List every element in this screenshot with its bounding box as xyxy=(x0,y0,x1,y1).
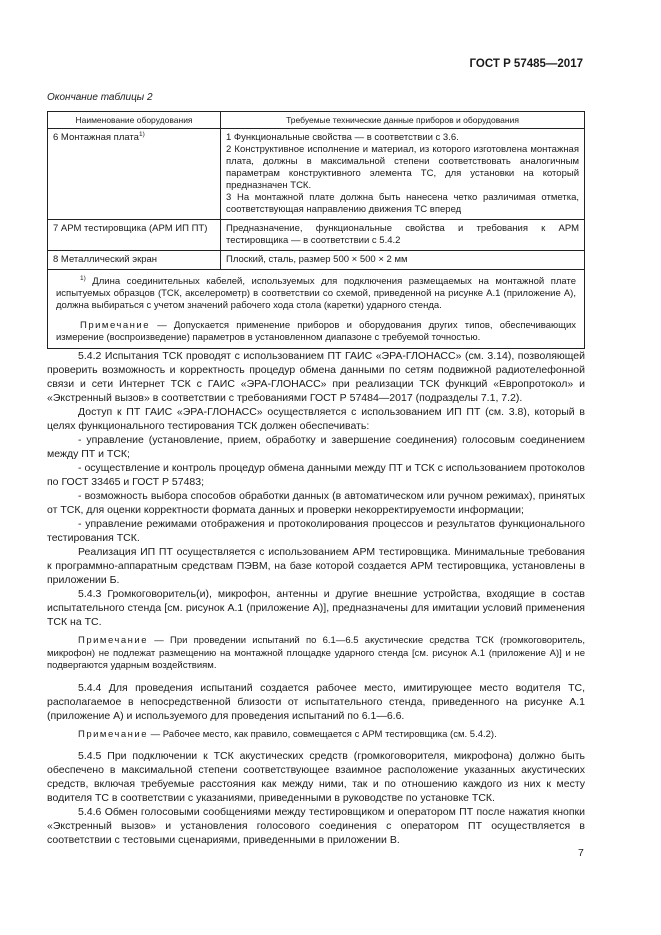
requirement-line: Плоский, сталь, размер 500 × 500 × 2 мм xyxy=(226,254,408,265)
note-label: Примечание xyxy=(78,635,148,646)
requirement-line: 1 Функциональные свойства — в соответствии с 3.6. xyxy=(226,132,459,143)
table-row xyxy=(48,129,585,220)
note xyxy=(47,729,585,742)
paragraph: Доступ к ПТ ГАИС «ЭРА-ГЛОНАСС» осуществляется с использованием ИП ПТ (см. 3.8), который в целях функционального тестирования ТСК должен обеспечивать: xyxy=(47,406,585,432)
list-item: - управление режимами отображения и протоколирования процессов и результатов функционального тестирования ТСК. xyxy=(47,518,585,544)
requirement-line: 3 На монтажной плате должна быть нанесена четко различимая отметка, соответствующая направлению движения ТС вперед xyxy=(226,192,579,215)
list-item: - возможность выбора способов обработки данных (в автоматическом или ручном режимах), принятых от ТСК, для оценки корректности формата данных и проверки некорректируемости информации; xyxy=(47,490,585,516)
list-item: - управление (установление, прием, обработку и завершение соединения) голосовым соединением между ПТ и ТСК; xyxy=(47,434,585,460)
table-cell-requirements xyxy=(221,251,585,270)
note-text: — При проведении испытаний по 6.1—6.5 акустические средства ТСК (громкоговоритель, микрофон) не подлежат размещению на монтажной площадке ударного стенда [см. рисунок А.1 (приложение А)] и не подвергаются ударным воздействиям. xyxy=(47,635,585,671)
table-caption: Окончание таблицы 2 xyxy=(47,92,153,103)
table-cell-equipment: 7 АРМ тестировщика (АРМ ИП ПТ) xyxy=(48,220,221,251)
footnote-ref: 1) xyxy=(138,130,145,138)
note-label: Примечание xyxy=(78,728,148,740)
footnote-text: Длина соединительных кабелей, используемых для подключения размещаемых на монтажной плате испытуемых образцов (ТСК, акселерометр) в соответствии со схемой, приведенной на рисунке А.1 (приложение А), должна выбираться с учетом значений рабочего хода стола (каретки) ударного стенда. xyxy=(56,276,576,311)
paragraph: 5.4.6 Обмен голосовыми сообщениями между тестировщиком и оператором ПТ после нажатия кнопки «Экстренный вызов» и установления голосового соединения с оператором ПТ осуществляется в соответствии с тестовыми сценариями, приведенными в приложении В. xyxy=(47,806,585,846)
body-text xyxy=(47,349,585,847)
equipment-name: 6 Монтажная плата xyxy=(53,132,139,143)
table-footnote xyxy=(56,276,576,312)
col-header-requirements: Требуемые технические данные приборов и оборудования xyxy=(221,112,585,129)
note-text: — Рабочее место, как правило, совмещается с АРМ тестировщика (см. 5.4.2). xyxy=(150,728,497,740)
table-cell-equipment: 8 Металлический экран xyxy=(48,251,221,270)
requirement-line: 2 Конструктивное исполнение и материал, из которого изготовлена монтажная плата, должны в максимальной степени соответствовать аналогичным параметрам конструктивного элемента ТС, для установки на который предназначен ТСК. xyxy=(226,144,579,191)
paragraph: 5.4.3 Громкоговоритель(и), микрофон, антенны и другие внешние устройства, входящие в состав испытательного стенда [см. рисунок А.1 (приложение А)], предназначены для имитации условий применения ТСК на ТС. xyxy=(47,588,585,628)
equipment-table xyxy=(47,111,585,349)
requirement-line: Предназначение, функциональные свойства и требования к АРМ тестировщика — в соответствии с 5.4.2 xyxy=(226,223,579,246)
paragraph: Реализация ИП ПТ осуществляется с использованием АРМ тестировщика. Минимальные требования к программно-аппаратным средствам ПЭВМ, на базе которой создается АРМ тестировщика, установлены в приложении Б. xyxy=(47,546,585,586)
note xyxy=(47,635,585,673)
table-row xyxy=(48,251,585,270)
table-cell-requirements xyxy=(221,129,585,220)
list-item: - осуществление и контроль процедур обмена данными между ПТ и ТСК с использованием протоколов по ГОСТ 33465 и ГОСТ Р 57483; xyxy=(47,462,585,488)
note-text: — Допускается применение приборов и оборудования других типов, обеспечивающих измерение (воспроизведение) параметров в установленном диапазоне с требуемой точностью. xyxy=(56,320,577,343)
paragraph: 5.4.5 При подключении к ТСК акустических средств (громкоговорителя, микрофона) должно быть обеспечено в максимальной степени соответствующее взаимное расположение указанных акустических средств, включая требуемые расстояния как между ними, так и по отношению каждого из них к месту водителя ТС в соответствии с указаниями, приведенными в руководстве по установке ТСК. xyxy=(47,750,585,804)
note-label: Примечание xyxy=(80,320,150,331)
footnote-mark: 1) xyxy=(80,274,86,282)
table-cell-equipment xyxy=(48,129,221,220)
paragraph: 5.4.4 Для проведения испытаний создается рабочее место, имитирующее место водителя ТС, располагаемое в непосредственной близости от испытательного стенда, приведенного на рисунке А.1 (приложение А) и используемого для проведения испытаний по 6.1—6.6. xyxy=(47,681,585,722)
table-cell-requirements xyxy=(221,220,585,251)
table-row xyxy=(48,220,585,251)
table-footnote-row xyxy=(48,270,585,349)
page-number: 7 xyxy=(578,847,584,859)
table-note xyxy=(56,320,576,344)
paragraph: 5.4.2 Испытания ТСК проводят с использованием ПТ ГАИС «ЭРА-ГЛОНАСС» (см. 3.14), позволяющей проверить возможность и корректность процедур обмена данными по сетям подвижной радиотелефонной связи и сети Интернет ТСК с ГАИС «ЭРА-ГЛОНАСС» при реализации ТСК функций «Европротокол» и «Экстренный вызов» в соответствии с требованиями ГОСТ Р 57484—2017 (подразделы 7.1, 7.2). xyxy=(47,350,585,404)
table-header-row xyxy=(48,112,585,129)
table-footnote-cell xyxy=(48,270,585,349)
col-header-equipment: Наименование оборудования xyxy=(48,112,221,129)
standard-designation: ГОСТ Р 57485—2017 xyxy=(469,58,583,70)
